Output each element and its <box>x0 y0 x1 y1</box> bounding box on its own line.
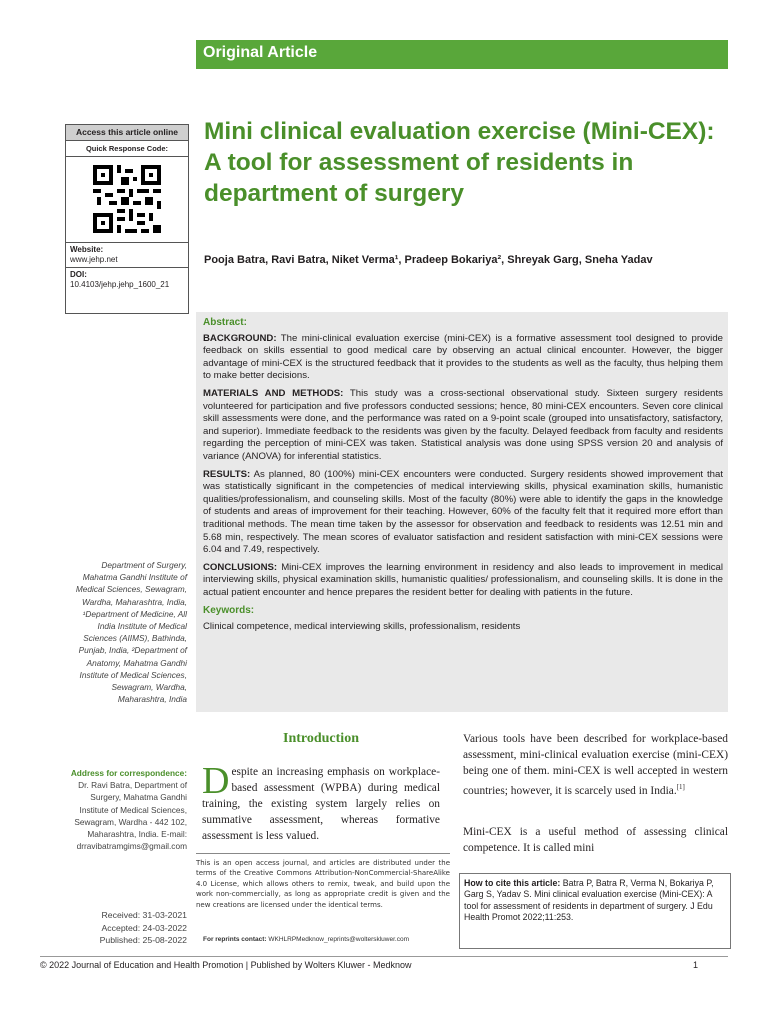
drop-cap: D <box>202 760 230 802</box>
introduction-heading: Introduction <box>283 731 359 746</box>
received-date: Received: 31-03-2021 <box>101 910 187 920</box>
author-list: Pooja Batra, Ravi Batra, Niket Verma¹, Pradeep Bokariya², Shreyak Garg, Sneha Yadav <box>204 254 653 266</box>
results-label: RESULTS: <box>203 468 251 480</box>
doi-link[interactable]: 10.4103/jehp.jehp_1600_21 <box>70 280 170 289</box>
access-online-heading: Access this article online <box>66 125 188 141</box>
abstract-background <box>203 333 723 383</box>
introduction-para-2-text: Various tools have been described for workplace-based assessment, mini-clinical evaluation exercise (mini-CEX) being one of them. mini-CEX is well accepted in western countries; however, it is scarcely used in India. <box>463 733 728 797</box>
conclusions-label: CONCLUSIONS: <box>203 561 278 573</box>
background-label: BACKGROUND: <box>203 332 277 344</box>
access-online-box <box>65 124 189 314</box>
abstract-conclusions <box>203 562 723 600</box>
abstract-methods <box>203 388 723 464</box>
introduction-para-2 <box>463 731 728 799</box>
introduction-para-1 <box>202 760 440 844</box>
published-date: Published: 25-08-2022 <box>99 935 187 945</box>
article-dates <box>65 909 187 947</box>
cite-text: Batra P, Batra R, Verma N, Bokariya P, Garg S, Yadav S. Mini clinical evaluation exercise (Mini-CEX): A tool for assessment of residents in department of surgery. J Edu Health Promot 2022;11:253. <box>464 878 714 923</box>
conclusions-text: Mini-CEX improves the learning environment in residency and also leads to improvement in medical interviewing skills, physical examination skills, humanistic qualities/ professionalism, and counseling skills. It is done in the actual patient encounter and hence prepares the resident better for dealing with patients in the future. <box>203 561 724 598</box>
correspondence-text: Dr. Ravi Batra, Department of Surgery, Mahatma Gandhi Institute of Medical Sciences, Sewagram, Wardha - 442 102, Maharashtra, India. E-mail: drravibatramgims@gmail.com <box>74 780 187 852</box>
reprints-label: For reprints contact: <box>203 936 267 943</box>
article-title: Mini clinical evaluation exercise (Mini-CEX): A tool for assessment of residents in department of surgery <box>204 118 715 207</box>
page-number: 1 <box>692 960 698 970</box>
introduction-para-3: Mini-CEX is a useful method of assessing clinical competence. It is called mini <box>463 826 728 854</box>
abstract-heading: Abstract: <box>203 317 247 328</box>
correspondence-heading: Address for correspondence: <box>70 768 187 778</box>
website-link[interactable]: www.jehp.net <box>70 255 118 264</box>
affiliations: Department of Surgery, Mahatma Gandhi Institute of Medical Sciences, Sewagram, Wardha, Maharashtra, India, ¹Department of Medicine, All India Institute of Medical Sciences (AIIMS), Bathinda, Punjab, India, ²Department of Anatomy, Mahatma Gandhi Institute of Medical Sciences, Sewagram, Wardha, Maharashtra, India <box>75 560 187 705</box>
methods-text: This study was a cross-sectional observational study. Sixteen surgery residents volunteered for participation and five professors conducted sessions; hence, 80 mini-CEX encounters. Seven core clinical skill assessments were done, and the performance was rated on a 9-point scale (grouped into unsatisfactory, satisfactory, and superior). Immediate feedback to the residents was given by the faculty. Delayed feedback from faculty and residents regarding the perception of mini-CEX was taken. Statistical analysis was done using SPSS version 20 and analysis of variance (ANOVA) for inferential statistics. <box>203 387 723 462</box>
reprints-email[interactable]: WKHLRPMedknow_reprints@wolterskluwer.com <box>268 936 409 943</box>
abstract-results <box>203 469 723 557</box>
cite-label: How to cite this article: <box>464 878 561 888</box>
website-row <box>66 243 188 268</box>
doi-label: DOI: <box>70 270 87 279</box>
website-label: Website: <box>70 245 104 254</box>
page-footer <box>40 960 728 970</box>
correspondence-block <box>65 767 187 852</box>
qr-code-area <box>66 157 188 243</box>
background-text: The mini-clinical evaluation exercise (mini-CEX) is a formative assessment tool designed to provide feedback on skills essential to good medical care by observing an actual clinical encounter. However, the bigger advantage of mini-CEX is the structured feedback that it provides to the students as well as the faculty, thus helping them to make better decisions. <box>203 332 723 382</box>
introduction-para-1-text: espite an increasing emphasis on workplace-based assessment (WPBA) during medical training, the existing system largely relies on summative assessment, whereas formative assessment is less valued. <box>202 766 440 842</box>
reference-1-link[interactable]: [1] <box>676 783 685 791</box>
footer-divider <box>40 956 728 957</box>
qr-code-icon[interactable] <box>93 165 161 233</box>
keywords-text: Clinical competence, medical interviewing skills, professionalism, residents <box>203 621 521 633</box>
qr-code-label: Quick Response Code: <box>66 141 188 157</box>
abstract-box <box>196 312 728 712</box>
footer-text: © 2022 Journal of Education and Health Promotion | Published by Wolters Kluwer - Medknow <box>40 960 412 970</box>
keywords-heading: Keywords: <box>203 605 255 617</box>
how-to-cite-box <box>459 873 731 949</box>
reprints-contact <box>203 936 453 943</box>
article-type-label: Original Article <box>203 44 318 61</box>
accepted-date: Accepted: 24-03-2022 <box>101 922 187 933</box>
methods-label: MATERIALS AND METHODS: <box>203 387 344 399</box>
results-text: As planned, 80 (100%) mini-CEX encounters were conducted. Surgery residents showed improvement that was statistically significant in the competencies of medical interviewing skills, physical examination skills, humanistic qualities/professionalism, and counseling skills. Most of the faculty (80%) were able to identify the gaps in the knowledge of students and areas of improvement for their teaching. However, 60% of the faculty felt that it required more effort than traditional methods. The mean time taken by the assessor for observation and feedback to residents was 12.51 min and 5.68 min, respectively. The mean scores of evaluator satisfaction and resident satisfaction with mini-CEX sessions were 6.04 and 7.49, respectively. <box>203 468 723 556</box>
article-type-banner <box>196 40 728 69</box>
doi-row <box>66 268 188 292</box>
open-access-notice: This is an open access journal, and articles are distributed under the terms of the Creative Commons Attribution-NonCommercial-ShareAlike 4.0 License, which allows others to remix, tweak, and build upon the work non-commercially, as long as appropriate credit is given and the new creations are licensed under the identical terms. <box>196 853 450 910</box>
